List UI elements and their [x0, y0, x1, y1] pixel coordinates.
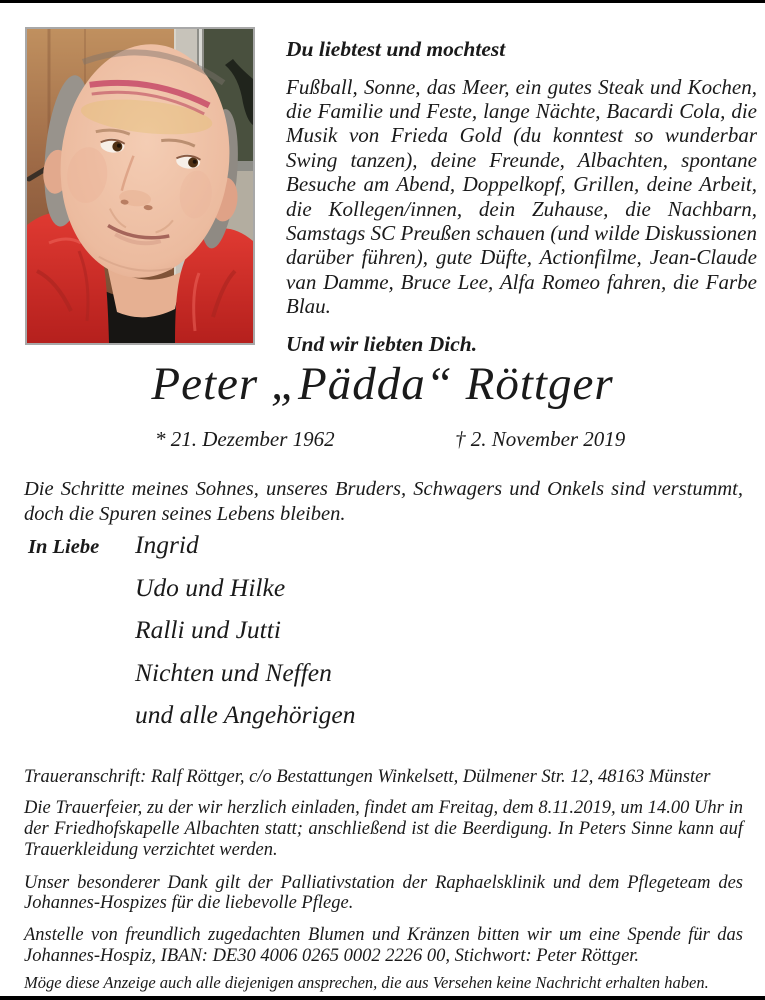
- birth-symbol: *: [155, 427, 166, 451]
- top-rule: [0, 0, 765, 3]
- birth-date-text: 21. Dezember 1962: [170, 427, 335, 451]
- death-date: [455, 427, 625, 452]
- mourner-name: Nichten und Neffen: [135, 657, 332, 687]
- mourner-name: und alle Angehörigen: [135, 700, 356, 729]
- eulogy-text: Die Schritte meines Sohnes, unseres Bruders, Schwagers und Onkels sind verstummt, doch die Spuren seines Lebens bleiben.: [24, 478, 743, 525]
- portrait-photo-image: [27, 29, 253, 343]
- thanks-note: Unser besonderer Dank gilt der Palliativstation der Raphaelsklinik und dem Pflegeteam des Johannes-Hospizes für die liebevolle Pflege.: [24, 872, 743, 914]
- donation-note: Anstelle von freundlich zugedachten Blumen und Kränzen bitten wir um eine Spende für das Johannes-Hospiz, IBAN: DE30 4006 0265 0002 2226 00, Stichwort: Peter Röttger.: [24, 925, 743, 967]
- mourning-address: Traueranschrift: Ralf Röttger, c/o Bestattungen Winkelsett, Dülmener Str. 12, 48163 Münster: [24, 767, 711, 787]
- mourner-name: Udo und Hilke: [135, 572, 286, 602]
- apology-note: Möge diese Anzeige auch alle diejenigen ansprechen, die aus Versehen keine Nachricht erhalten haben.: [24, 973, 709, 993]
- tribute-header: Du liebtest und mochtest: [286, 37, 506, 61]
- tribute-footer: Und wir liebten Dich.: [286, 331, 478, 356]
- deceased-name: Peter „Pädda“ Röttger: [151, 358, 614, 410]
- bottom-rule: [0, 996, 765, 1000]
- tribute-body: Fußball, Sonne, das Meer, ein gutes Steak und Kochen, die Familie und Feste, lange Nächte, Bacardi Cola, die Musik von Frieda Gold (du konntest so wunderbar Swing tanzen), deine Freunde, Albachten, spontane Besuche am Abend, Doppelkopf, Grillen, deine Arbeit, die Kollegen/innen, dein Zuhause, die Nachbarn, Samstags SC Preußen schauen (und wilde Diskussionen darüber führen), gute Düfte, Actionfilme, Jean-Claude van Damme, Bruce Lee, Alfa Romeo fahren, die Farbe Blau.: [286, 74, 757, 319]
- tribute-section: [286, 38, 757, 356]
- portrait-photo: [25, 27, 255, 345]
- birth-date: [155, 427, 335, 452]
- death-date-text: 2. November 2019: [470, 427, 626, 451]
- farewell-label: In Liebe: [28, 536, 100, 558]
- funeral-info: Die Trauerfeier, zu der wir herzlich einladen, findet am Freitag, dem 8.11.2019, um 14.00 Uhr in der Friedhofskapelle Albachten statt; anschließend ist die Beerdigung. In Peters Sinne kann auf Trauerkleidung verzichtet werden.: [24, 797, 743, 860]
- mourner-name: Ralli und Jutti: [135, 615, 281, 644]
- mourners-list: [135, 532, 356, 745]
- notices-section: [24, 767, 743, 993]
- mourner-name: Ingrid: [135, 530, 199, 559]
- death-symbol: †: [455, 427, 466, 451]
